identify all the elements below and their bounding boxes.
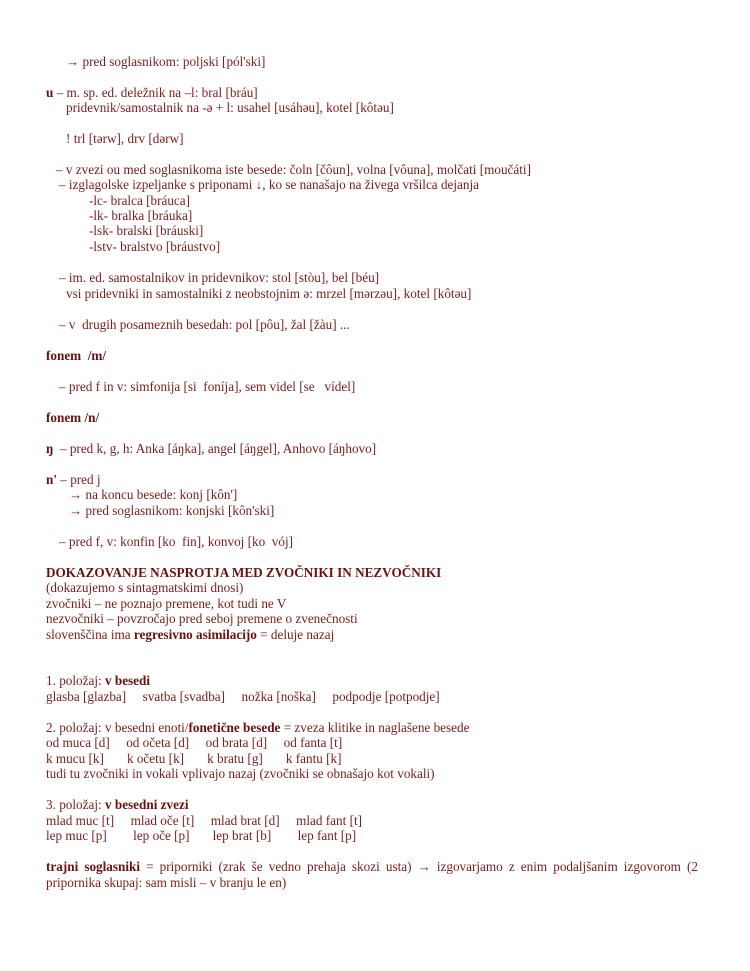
text: – pred f in v: simfonija [si foníja], sem videl [se vídel]	[59, 379, 356, 394]
text: – izglagolske izpeljanke s priponami ↓, ko se nanašajo na živega vršilca dejanja	[59, 177, 480, 192]
text: ! trl [tərw], drv [dərw]	[66, 131, 184, 146]
bold-text: fonetične besede	[188, 720, 281, 735]
text: 1. položaj:	[46, 673, 105, 688]
text-line	[69, 503, 274, 519]
bold-text: fonem /m/	[46, 348, 107, 363]
text: -lc- bralca [bráuca]	[89, 193, 191, 208]
closing-paragraph	[46, 859, 698, 890]
text-line	[66, 54, 265, 70]
text-line	[46, 348, 106, 364]
text-line	[46, 611, 358, 627]
text: 3. položaj:	[46, 797, 105, 812]
text-line	[89, 223, 203, 239]
text-line	[46, 797, 188, 813]
text: – m. sp. ed. deležnik na –l: bral [bráu]	[53, 85, 258, 100]
text-line	[46, 596, 286, 612]
text: -lk- bralka [bráuka]	[89, 208, 193, 223]
bold-text: fonem /n/	[46, 410, 100, 425]
text-line	[46, 673, 150, 689]
text: tudi tu zvočniki in vokali vplivajo nazaj (zvočniki se obnašajo kot vokali)	[46, 766, 435, 781]
text-line	[46, 689, 440, 705]
text-line	[46, 828, 356, 844]
text: -lstv- bralstvo [bráustvo]	[89, 239, 221, 254]
text: zvočniki – ne poznajo premene, kot tudi ne V	[46, 596, 287, 611]
bold-text: u	[46, 85, 54, 100]
text-line	[46, 85, 258, 101]
text: – v drugih posameznih besedah: pol [pôu], žal [žàu] ...	[59, 317, 350, 332]
text-line	[69, 487, 237, 503]
text: → pred soglasnikom: poljski [pól'ski]	[66, 54, 266, 69]
text: → pred soglasnikom: konjski [kôn'ski]	[69, 503, 275, 518]
bold-text: regresivno asimilacijo	[133, 627, 257, 642]
text: nezvočniki – povzročajo pred seboj premene o zvenečnosti	[46, 611, 358, 626]
text: slovenščina ima	[46, 627, 134, 642]
text-line	[46, 813, 362, 829]
text-line	[89, 208, 192, 224]
text-line	[59, 270, 379, 286]
text: (dokazujemo s sintagmatskimi dnosi)	[46, 580, 244, 595]
text-line	[89, 239, 220, 255]
text: lep muc [p] lep oče [p] lep brat [b] lep fant [p]	[46, 828, 357, 843]
text-line	[46, 766, 435, 782]
text: -lsk- bralski [bráuski]	[89, 223, 204, 238]
text: – pred f, v: konfin [ko fin], konvoj [ko vój]	[59, 534, 294, 549]
text: pridevnik/samostalnik na -ə + l: usahel [usáhəu], kotel [kôtəu]	[66, 100, 394, 115]
text: – im. ed. samostalnikov in pridevnikov: stol [stòu], bel [béu]	[59, 270, 380, 285]
bold-text: trajni soglasniki	[46, 859, 141, 874]
text: od muca [d] od očeta [d] od brata [d] od fanta [t]	[46, 735, 343, 750]
text: – pred j	[57, 472, 101, 487]
text-line	[66, 286, 471, 302]
text-line	[46, 441, 376, 457]
bold-text: n'	[46, 472, 57, 487]
text: k mucu [k] k očetu [k] k bratu [g] k fantu [k]	[46, 751, 342, 766]
text: glasba [glazba] svatba [svadba] nožka [noška] podpodje [potpodje]	[46, 689, 440, 704]
text-line	[59, 379, 355, 395]
text-line	[46, 472, 101, 488]
text-line	[66, 100, 394, 116]
text-line	[46, 580, 243, 596]
text-line	[66, 131, 184, 147]
text: = zveza klitike in naglašene besede	[280, 720, 470, 735]
text-line	[59, 317, 350, 333]
text-line	[46, 565, 441, 581]
text-line	[46, 751, 342, 767]
text-line	[46, 410, 99, 426]
text: vsi pridevniki in samostalniki z neobstojnim ə: mrzel [mərzəu], kotel [kôtəu]	[66, 286, 472, 301]
bold-text: DOKAZOVANJE NASPROTJA MED ZVOČNIKI IN NEZVOČNIKI	[46, 565, 442, 580]
text-line	[46, 720, 469, 736]
text-line	[89, 193, 190, 209]
text: mlad muc [t] mlad oče [t] mlad brat [d] mlad fant [t]	[46, 813, 363, 828]
text: = deluje nazaj	[256, 627, 335, 642]
text-line	[46, 735, 342, 751]
text: – pred k, g, h: Anka [áŋka], angel [áŋgel], Anhovo [áŋhovo]	[53, 441, 377, 456]
text-line	[59, 177, 479, 193]
text-line	[56, 162, 531, 178]
text: → na koncu besede: konj [kôn']	[69, 487, 238, 502]
text-line	[59, 534, 293, 550]
bold-text: v besedni zvezi	[104, 797, 189, 812]
text-line	[46, 627, 334, 643]
text: = priporniki (zrak še vedno prehaja skozi usta) → izgovarjamo z enim podaljšanim izgovorom (2 pripornika skupaj: sam misli – v branju le en)	[46, 859, 699, 890]
bold-text: v besedi	[104, 673, 151, 688]
bold-text: ŋ	[46, 441, 54, 456]
text: 2. položaj: v besedni enoti/	[46, 720, 189, 735]
text: – v zvezi ou med soglasnikoma iste besede: čoln [čôun], volna [vôuna], molčati [moučáti]	[56, 162, 531, 177]
